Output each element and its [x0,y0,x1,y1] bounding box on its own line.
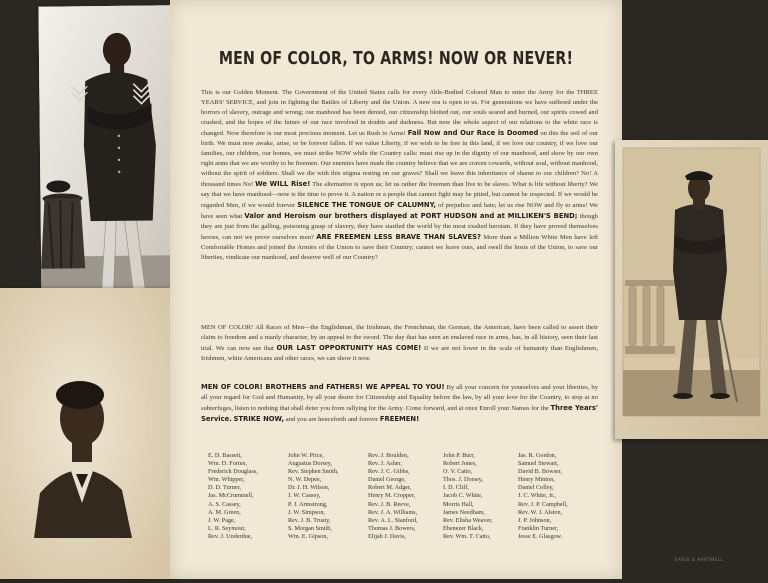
signatory-name: David B. Bowser, [518,468,563,476]
signatory-name: Wm. D. Forten, [208,460,248,468]
signatory-name: D. D. Turner, [208,484,241,492]
emphasis-text: OUR LAST OPPORTUNITY HAS COME! [276,344,422,352]
signatory-name: Rev. J. C. Gibbs, [368,468,410,476]
paragraph-men-of-color [201,323,598,364]
emphasis-text: Fail Now and Our Race is Doomed [407,129,539,137]
poster-title: MEN OF COLOR, TO ARMS! NOW OR NEVER! [218,49,574,69]
signatory-name: Daniel Colley, [518,484,554,492]
signatory-column [368,452,418,541]
signatory-column [443,452,493,541]
signatory-name: John W. Price, [288,452,324,459]
signatory-name: Dr. J. H. Wilson, [288,484,330,492]
emphasis-text: MEN OF COLOR! BROTHERS and FATHERS! WE APPEAL TO YOU! [201,383,445,391]
signatory-name: Jas. R. Gordon, [518,452,557,459]
body-text-run: This is our Golden Moment. The Government of the United States calls for every Able-Bodied Colored Man to enter the Army for the THREE YEARS' SERVICE, and join in fighting the Battles of Liberty and the Union. A new era is open to us. For generations we have suffered under the horrors of slavery, outrage and wrong; our manhood has been denied, our citizenship blotted out, our souls seared and burned, our spirits cowed and crushed, and the hopes of the future of our race involved in doubts and darkness. But now the whole aspect of our relations to the white race is changed. Now therefore is our most precious moment. Let us Rush to Arms! [201,89,598,137]
signatory-name: Rev. J. Asher, [368,460,402,468]
paragraph-appeal [201,382,598,425]
signatory-name: Rev. A. L. Stanford, [368,516,418,524]
signatory-name: Ebenezer Black, [443,524,484,532]
signatory-name: Jesse E. Glasgow. [518,532,563,540]
signatory-name: Wm. Whipper, [208,476,245,484]
signatory-name: Rev. Wm. T. Catto, [443,532,491,540]
emphasis-text: Three Years' Service. [201,404,599,423]
signatory-name: Rev. J. B. Trusty, [288,516,331,524]
signatory-name: J. P. Johnson, [518,516,552,524]
signatory-name: Rev. Elisha Weaver, [443,516,493,524]
signatory-name: Henry Minton, [518,476,555,484]
signatory-name: John P. Burr, [443,452,475,459]
signatory-column [208,452,258,541]
signatory-column [288,452,338,541]
emphasis-text: We WILL Rise! [255,180,311,188]
signatory-name: Daniel George, [368,476,406,484]
emphasis-text: SILENCE THE TONGUE OF CALUMNY, [297,201,436,209]
signatory-name: J. C. White, Jr., [518,492,557,500]
photo-soldier-standing [38,5,174,302]
photo-portrait-man [0,288,172,579]
signatory-name: Rev. W. J. Alston, [518,508,563,516]
photo-soldier-sword [615,140,768,562]
signatory-name: Rev. Stephen Smith, [288,468,339,476]
body-text-run: By all your concern for yourselves and your liberties, by all your regard for God and Humanity, by all your desire for Citizenship and Equality before the law, by all your love for the Country, to stop at no subterfuges, listen to nothing that shall deter you from rallying for the Army. Come forward, and at once Enroll your Names for the [201,384,598,412]
body-text-run: More than a Million White Men have left Comfortable Homes and joined the Armies of the Union to save their Country; cannot we leave ours, and swell the hosts of the Union, to save our liberties, vindicate our manhood, and deserve well of our Country? [201,234,598,261]
signatory-name: Augustus Dorsey, [288,460,332,468]
signatory-column [518,452,568,541]
signatory-name: James Needham, [443,508,485,516]
body-text-run: on this the soil of our birth. We must now awake, arise, or be forever fallen. If we value Liberty, if we wish to be free in this land, if we love our country, if we love our families, our children, our homes, we must strike NOW while the Country calls: must rise up in the dignity of our manhood, and show by our own right arms that we are worthy to be freemen. Our enemies have made the country believe that we are craven cowards, without soul, without manhood, without the spirit of soldiers. Shall we die with this stigma resting on our graves? Shall we leave this inheritance of shame to our children? No! A thousand times No! [201,130,598,188]
emphasis-text: Valor and Heroism our brothers displayed at PORT HUDSON and at MILLIKEN'S BEND; [244,212,578,220]
body-text-run: of prejudice and hate; let us rise NOW and fly to arms! We have seen what [201,202,598,220]
signatory-name: Thomas J. Bowers, [368,524,416,532]
signatory-name: Jas. McCrummell, [208,492,254,500]
paragraph-golden-moment [201,88,598,263]
signatory-name: A. M. Green, [208,508,241,516]
body-text-run: If we are not lower in the scale of humanity than Englishmen, Irishmen, white Americans and other races, we can show it now. [201,345,598,362]
signatory-name: Jacob C. White, [443,492,483,500]
signatory-name: J. W. Cassey, [288,492,321,500]
signatory-name: J. W. Page, [208,516,236,524]
signatory-name: Franklin Turner, [518,524,559,532]
signatory-name: O. V. Catto, [443,468,473,476]
signatory-name: Elijah J. Davis, [368,532,406,540]
body-text-run: and you are henceforth and forever [284,416,380,423]
signatory-name: Thos. J. Dorsey, [443,476,483,484]
signatory-name: Samuel Stewart, [518,460,559,468]
signatory-name: A. S. Cassey, [208,500,241,508]
signatory-name: I. D. Cliff, [443,484,469,492]
signatory-name: Robert M. Adger, [368,484,412,492]
signatory-name: N. W. Depee, [288,476,322,484]
signatory-name: Rev. J. Underdue, [208,532,253,540]
signatory-name: L. R. Seymour, [208,524,246,532]
signatory-name: Morris Hall, [443,500,474,508]
emphasis-text: ARE FREEMEN LESS BRAVE THAN SLAVES? [316,233,481,241]
signatory-name: P. J. Armstrong, [288,500,328,508]
signatory-name: Frederick Douglass, [208,468,258,476]
signatory-name: Wm. E. Gipson, [288,532,329,540]
signatory-name: J. W. Simpson, [288,508,325,516]
signatory-name: S. Morgan Smith, [288,524,332,532]
signatory-name: E. D. Bassett, [208,452,242,459]
body-text-run: though they are just from the galling, poisoning grasp of slavery, they have startled the world by the most exalted heroism. If they have proved themselves heroes, can not we prove ourselves men? [201,213,598,241]
body-text-run: The alternative is upon us; let us rather die freemen than live to be slaves. What is life without liberty? We say that we have manhood—now is the time to prove it. A nation or a people that cannot fight may be pitied, but cannot be respected. If we would be regarded Men, if we would forever [201,181,599,209]
photo-caption: EARLE & HARTWELL [675,557,724,562]
emphasis-text: FREEMEN! [379,415,420,423]
emphasis-text: STRIKE NOW, [233,415,285,423]
broadside-poster [170,0,622,579]
body-text-run: MEN OF COLOR! All Races of Men—the Englishman, the Irishman, the Frenchman, the German, the American, have been called to assert their claim to freedom and a manly character, by an appeal to the sword. The day that has seen an enslaved race in arms, has, in all history, seen their last trial. We can now see that [201,324,598,352]
signatory-name: Rev. J. A. Williams, [368,508,418,516]
signatory-name: Henry M. Cropper, [368,492,416,500]
signatory-name: Rev. J. B. Reeve, [368,500,411,508]
signatory-name: Robert Jones, [443,460,477,468]
signatory-name: Rev. J. P. Campbell, [518,500,568,508]
signatory-name: Rev. J. Boulden, [368,452,409,459]
